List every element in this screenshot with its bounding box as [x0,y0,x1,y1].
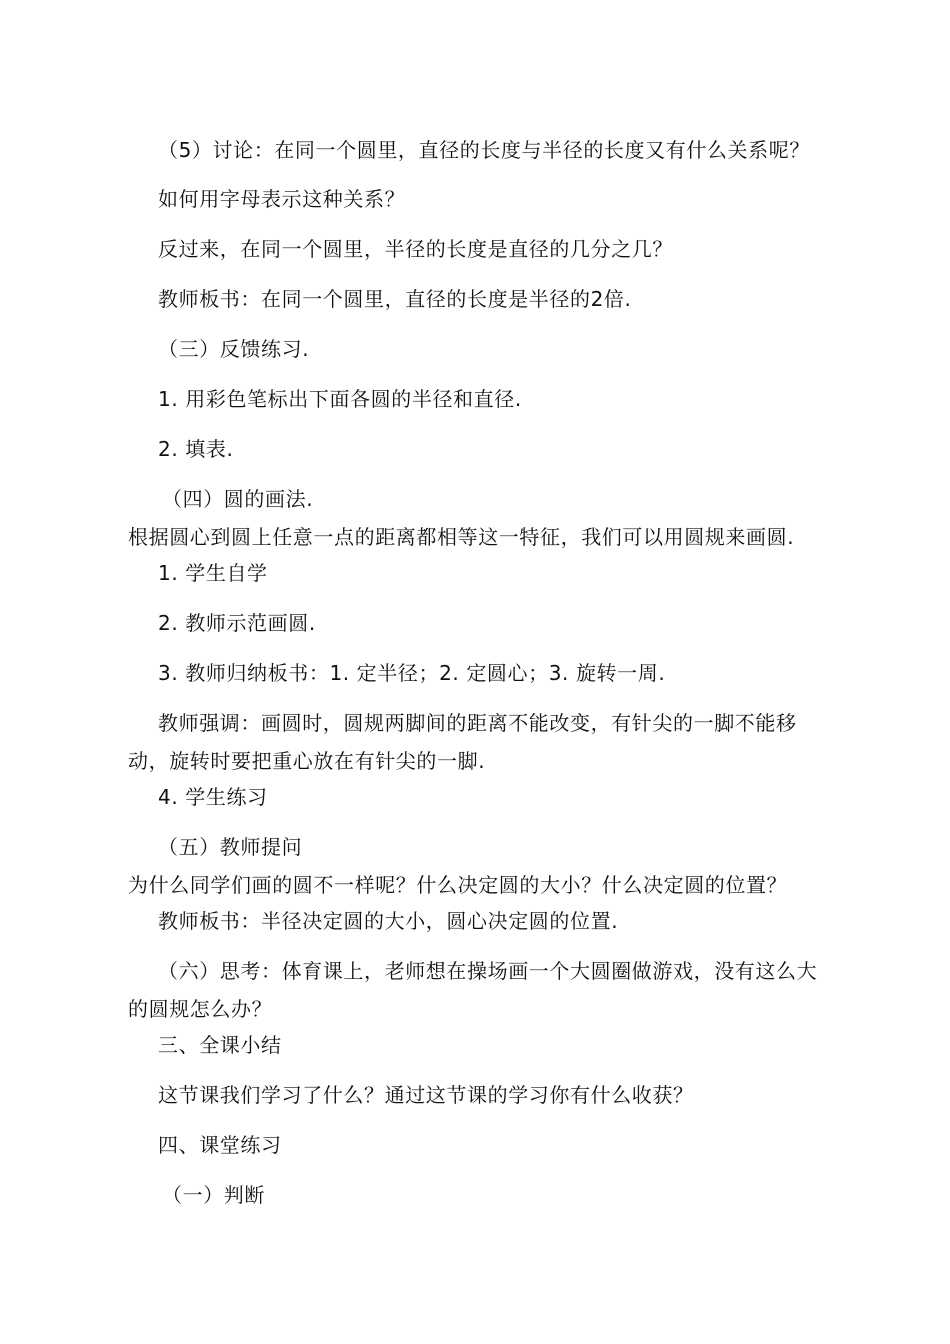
list-item-mark-radius: 1. 用彩色笔标出下面各圆的半径和直径. [158,387,522,411]
heading-teacher-question: （五）教师提问 [158,835,303,859]
paragraph-why-different: 为什么同学们画的圆不一样呢？什么决定圆的大小？什么决定圆的位置？ [128,873,788,897]
paragraph-letter-relation: 如何用字母表示这种关系？ [158,187,406,211]
heading-drawing-circle: （四）圆的画法. [162,487,314,511]
paragraph-think-line2: 的圆规怎么办？ [128,997,273,1021]
heading-judgement: （一）判断 [162,1183,265,1207]
heading-class-practice: 四、课堂练习 [158,1133,282,1157]
heading-feedback-practice: （三）反馈练习. [158,337,310,361]
paragraph-summary-question: 这节课我们学习了什么？通过这节课的学习你有什么收获？ [158,1083,694,1107]
paragraph-think-line1: （六）思考：体育课上，老师想在操场画一个大圆圈做游戏，没有这么大 [158,959,818,983]
heading-summary: 三、全课小结 [158,1033,282,1057]
list-item-student-practice: 4. 学生练习 [158,785,268,809]
list-item-fill-table: 2. 填表. [158,437,234,461]
paragraph-compass-intro: 根据圆心到圆上任意一点的距离都相等这一特征，我们可以用圆规来画圆. [128,525,795,549]
paragraph-emphasis-line2: 动，旋转时要把重心放在有针尖的一脚. [128,749,486,773]
paragraph-board-diameter: 教师板书：在同一个圆里，直径的长度是半径的2倍. [158,287,632,311]
paragraph-board-radius-center: 教师板书：半径决定圆的大小，圆心决定圆的位置. [158,909,619,933]
paragraph-discussion-5: （5）讨论：在同一个圆里，直径的长度与半径的长度又有什么关系呢？ [158,138,810,162]
paragraph-emphasis-line1: 教师强调：画圆时，圆规两脚间的距离不能改变，有针尖的一脚不能移 [158,711,797,735]
list-item-board-steps: 3. 教师归纳板书：1. 定半径；2. 定圆心；3. 旋转一周. [158,661,666,685]
paragraph-reverse-question: 反过来，在同一个圆里，半径的长度是直径的几分之几？ [158,237,673,261]
list-item-teacher-demo: 2. 教师示范画圆. [158,611,316,635]
list-item-self-study: 1. 学生自学 [158,561,268,585]
